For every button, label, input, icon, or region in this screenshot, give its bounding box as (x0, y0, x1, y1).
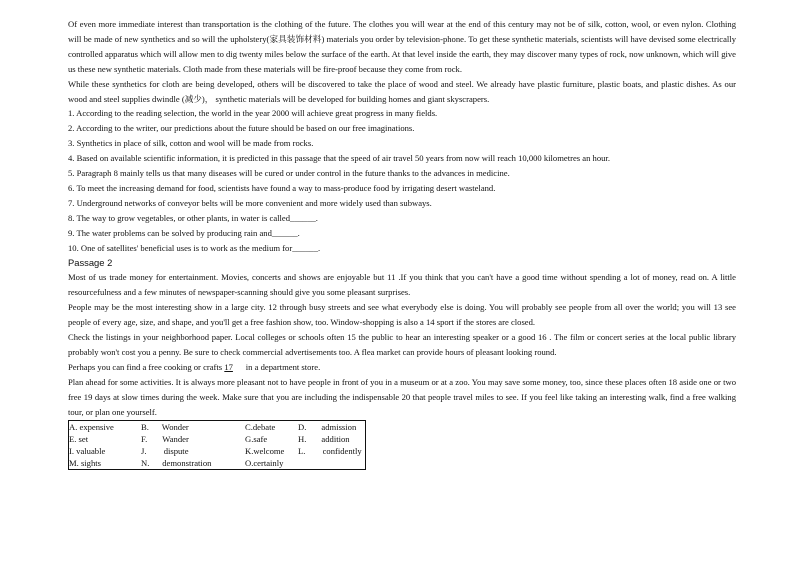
option-cell (298, 445, 366, 457)
option-cell: E. set (69, 434, 89, 445)
options-row (69, 457, 366, 470)
option-cell: G.safe (245, 434, 268, 445)
option-cell: M. sights (69, 458, 101, 469)
option-cell: O.certainly (245, 458, 284, 469)
option-cell: K.welcome (245, 446, 285, 457)
passage2-paragraph-4 (68, 360, 736, 375)
option-letter: J. (141, 446, 147, 457)
statement-item: 1. According to the reading selection, the world in the year 2000 will achieve great progress in many fields. (68, 108, 438, 119)
passage1-paragraph-1: Of even more immediate interest than transportation is the clothing of the future. The clothes you will wear at the end of this century may not be of silk, cotton, wool, or even nylon. Clothing will be made of new synthetics and so will the upholstery(家具装饰材料) materials you order by television-phone. To get these synthetic materials, scientists will have devised some electrically controlled apparatus which will allow men to dig twenty miles below the surface of the earth. At that level inside the earth, they may discover many types of rock, now unknown, which will give us these new synthetic materials. Cloth made from these materials will be fire-proof because they come from rock. (68, 19, 736, 74)
option-cell (141, 457, 245, 470)
passage2-p4-before: Perhaps you can find a free cooking or crafts (68, 361, 225, 372)
statement-item: 8. The way to grow vegetables, or other plants, in water is called______. (68, 212, 318, 223)
passage2-paragraph-3: Check the listings in your neighborhood paper. Local colleges or schools often 15 the public to hear an interesting speaker or a good 16 . The film or concert series at the local public library probably won't cost you a penny. Be sure to check commercial advertisements too. A flea market can provide hours of pleasant looking round. (68, 332, 736, 357)
passage2-heading: Passage 2 (68, 256, 113, 268)
option-letter: H. (298, 434, 307, 445)
option-cell (298, 433, 366, 445)
passage2-paragraph-2: People may be the most interesting show in a large city. 12 through busy streets and see what everybody else is doing. You will probably see people from all over the world; you will 13 see people of every age, size, and shape, and you'll get a free fashion show, too. Window-shopping is also a 14 sport if the stores are closed. (68, 302, 736, 328)
statement-item: 2. According to the writer, our predictions about the future should be based on our free imaginations. (68, 123, 415, 134)
option-cell (141, 421, 245, 434)
option-letter: N. (141, 458, 150, 469)
option-cell: C.debate (245, 422, 276, 433)
option-cell (141, 445, 245, 457)
passage1-paragraph-2: While these synthetics for cloth are being developed, others will be discovered to take the place of wood and steel. We already have plastic furniture, plastic boats, and plastic dishes. As our wood and steel supplies dwindle (减少)， synthetic materials will be developed for building homes and giant skyscrapers. (68, 78, 736, 104)
option-word: dispute (163, 446, 189, 457)
option-cell (298, 457, 366, 470)
passage2-paragraph-1: Most of us trade money for entertainment. Movies, concerts and shows are enjoyable but 11 .If you think that you can't have a good time without spending a lot of money, read on. A little resourcefulness and a few minutes of newspaper-scanning should give you some pleasant surprises. (68, 272, 736, 298)
statement-item: 7. Underground networks of conveyor belts will be more convenient and more widely used than subways. (68, 197, 432, 208)
option-word: addition (321, 434, 350, 445)
option-word: Wonder (161, 422, 189, 433)
option-cell: A. expensive (69, 422, 114, 433)
statement-item: 5. Paragraph 8 mainly tells us that many diseases will be cured or under control in the future thanks to the advances in medicine. (68, 168, 510, 179)
option-word: confidently (322, 446, 362, 457)
statement-item: 4. Based on available scientific information, it is predicted in this passage that the speed of air travel 50 years from now will reach 10,000 kilometres an hour. (68, 153, 610, 164)
option-letter: D. (298, 422, 307, 433)
options-row (69, 433, 366, 445)
option-letter: F. (141, 434, 148, 445)
passage2-paragraph-5: Plan ahead for some activities. It is always more pleasant not to have people in front of you in a museum or at a zoo. You may save some money, too, since these places often 18 aside one or two free 19 days at slow times during the week. Make sure that you are including the indispensable 20 that people travel miles to see. If you feel like taking an interesting walk, find a free walking tour, or plan one yourself. (68, 376, 736, 417)
option-cell (141, 433, 245, 445)
statement-item: 10. One of satellites' beneficial uses is to work as the medium for______. (68, 242, 321, 253)
option-word: admission (321, 422, 357, 433)
option-letter: B. (141, 422, 149, 433)
document-content (68, 17, 736, 470)
statement-item: 3. Synthetics in place of silk, cotton and wool will be made from rocks. (68, 138, 314, 149)
blank-17: 17 (224, 361, 233, 372)
option-word: demonstration (162, 458, 212, 469)
option-cell: I. valuable (69, 446, 106, 457)
options-table (68, 420, 366, 470)
statement-item: 9. The water problems can be solved by producing rain and______. (68, 227, 300, 238)
option-letter: L. (298, 446, 306, 457)
option-word: Wander (162, 434, 189, 445)
options-row (69, 445, 366, 457)
statement-list (68, 106, 736, 255)
passage2-p4-after: in a department store. (232, 361, 321, 372)
option-cell (298, 421, 366, 434)
statement-item: 6. To meet the increasing demand for food, scientists have found a way to mass-produce food by irrigating desert wasteland. (68, 182, 496, 193)
options-row (69, 421, 366, 434)
